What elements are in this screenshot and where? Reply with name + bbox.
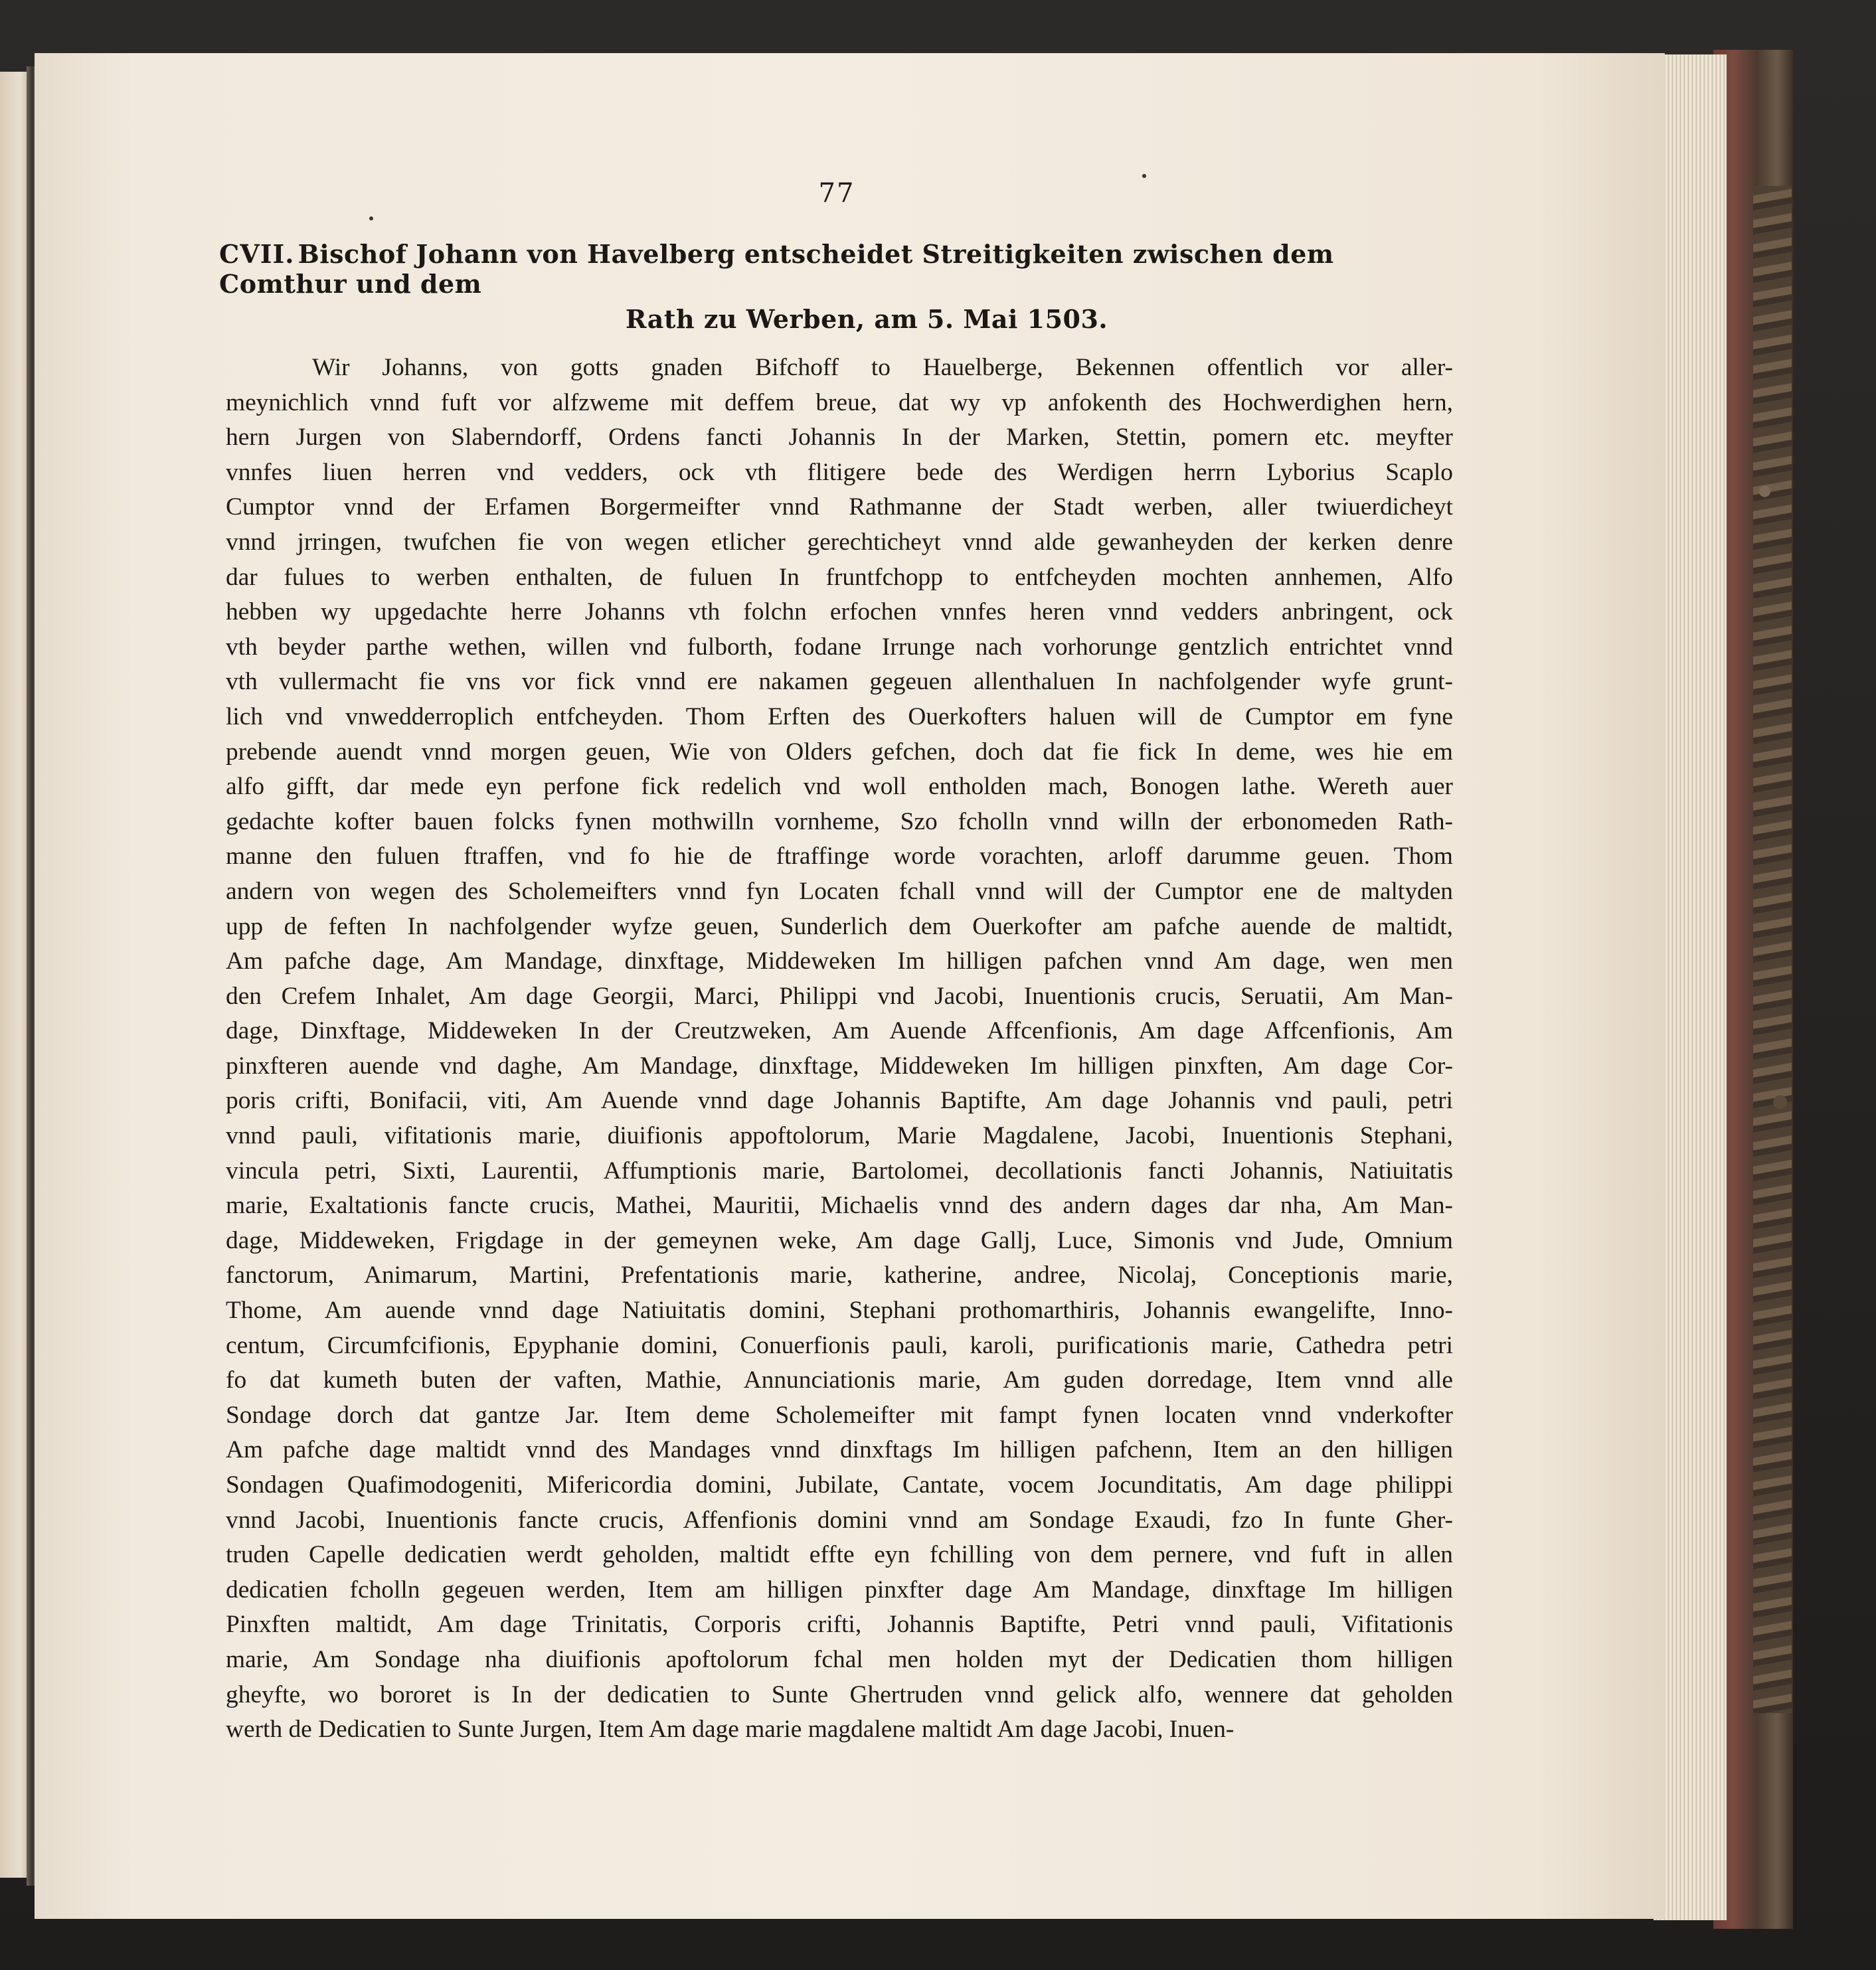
body-line: upp de feften In nachfolgender wyfze geuen, Sunderlich dem Ouerkofter am pafche auende de maltidt, <box>226 912 1453 940</box>
body-line: prebende auendt vnnd morgen geuen, Wie von Olders gefchen, doch dat fie fick In deme, wes hie em <box>226 738 1453 766</box>
document-number: CVII. <box>219 239 295 269</box>
body-line: Pinxften maltidt, Am dage Trinitatis, Corporis crifti, Johannis Baptifte, Petri vnnd pauli, Vifitationis <box>226 1611 1453 1639</box>
body-line: dage, Middeweken, Frigdage in der gemeynen weke, Am dage Gallj, Luce, Simonis vnd Jude, Omnium <box>226 1226 1453 1254</box>
body-line: lich vnd vnwedderroplich entfcheyden. Thom Erften des Ouerkofters haluen will de Cumptor em fyne <box>226 702 1453 730</box>
body-line: vincula petri, Sixti, Laurentii, Affumptionis marie, Bartolomei, decollationis fancti Johannis, Natiuitatis <box>226 1157 1453 1185</box>
body-line: dar fulues to werben enthalten, de fuluen In fruntfchopp to entfcheyden mochten annhemen, Alfo <box>226 563 1453 591</box>
document-title-line2: Rath zu Werben, am 5. Mai 1503. <box>625 304 1108 334</box>
body-line: pinxfteren auende vnd daghe, Am Mandage, dinxftage, Middeweken Im hilligen pinxften, Am dage Cor- <box>226 1052 1453 1080</box>
body-line: Wir Johanns, von gotts gnaden Bifchoff to Hauelberge, Bekennen offentlich vor aller- <box>312 354 1453 381</box>
document-body <box>226 351 1453 1748</box>
page-number: 77 <box>818 178 855 208</box>
body-line: gedachte kofter bauen folcks fynen mothwilln vornheme, Szo fcholln vnnd willn der erbonomeden Rath- <box>226 807 1453 835</box>
body-line: alfo gifft, dar mede eyn perfone fick redelich vnd woll entholden mach, Bonogen lathe. Wereth auer <box>226 773 1453 801</box>
body-line: Sondage dorch dat gantze Jar. Item deme Scholemeifter mit fampt fynen locaten vnnd vnderkofter <box>226 1401 1453 1429</box>
body-line: vnnd pauli, vifitationis marie, diuifionis appoftolorum, Marie Magdalene, Jacobi, Inuentionis Stephani, <box>226 1122 1453 1150</box>
marbled-cover-edge <box>1753 186 1792 1713</box>
left-page-edge <box>0 72 29 1878</box>
body-line: Am pafche dage maltidt vnnd des Mandages vnnd dinxftags Im hilligen pafchenn, Item an den hilligen <box>226 1436 1453 1464</box>
body-line: truden Capelle dedicatien werdt geholden, maltidt effte eyn fchilling von dem pernere, vnd fuft in allen <box>226 1541 1453 1569</box>
paper-speck <box>369 216 373 220</box>
body-line: meynichlich vnnd fuft vor alfzweme mit deffem breue, dat wy vp anfokenth des Hochwerdighen hern, <box>226 388 1453 416</box>
body-line: vth beyder parthe wethen, willen vnd fulborth, fodane Irrunge nach vorhorunge gentzlich entrichtet vnnd <box>226 633 1453 661</box>
body-line: Cumptor vnnd der Erfamen Borgermeifter vnnd Rathmanne der Stadt werben, aller twiuerdicheyt <box>226 493 1453 521</box>
body-line: poris crifti, Bonifacii, viti, Am Auende vnnd dage Johannis Baptifte, Am dage Johannis vnd pauli, petri <box>226 1087 1453 1115</box>
body-line: hebben wy upgedachte herre Johanns vth folchn erfochen vnnfes heren vnnd vedders anbringent, ock <box>226 598 1453 626</box>
body-line: Sondagen Quafimodogeniti, Mifericordia domini, Jubilate, Cantate, vocem Jocunditatis, Am dage philippi <box>226 1471 1453 1499</box>
body-line: den Crefem Inhalet, Am dage Georgii, Marci, Philippi vnd Jacobi, Inuentionis crucis, Seruatii, Am Man- <box>226 982 1453 1010</box>
body-line: fanctorum, Animarum, Martini, Prefentationis marie, katherine, andree, Nicolaj, Conceptionis marie, <box>226 1262 1453 1289</box>
body-line: dage, Dinxftage, Middeweken In der Creutzweken, Am Auende Affcenfionis, Am dage Affcenfionis, Am <box>226 1017 1453 1045</box>
body-line: fo dat kumeth buten der vaften, Mathie, Annunciationis marie, Am guden dorredage, Item vnnd alle <box>226 1366 1453 1394</box>
body-line: marie, Am Sondage nha diuifionis apoftolorum fchal men holden myt der Dedicatien thom hilligen <box>226 1645 1453 1673</box>
body-line: vnnfes liuen herren vnd vedders, ock vth flitigere bede des Werdigen herrn Lyborius Scaplo <box>226 458 1453 486</box>
body-line: vnnd jrringen, twufchen fie von wegen etlicher gerechticheyt vnnd alde gewanheyden der kerken denre <box>226 528 1453 556</box>
body-line: manne den fuluen ftraffen, vnd fo hie de ftraffinge worde vorachten, arloff darumme geuen. Thom <box>226 843 1453 870</box>
document-title-line1: Bischof Johann von Havelberg entscheidet Streitigkeiten zwischen dem Comthur und dem <box>219 239 1334 299</box>
body-line: dedicatien fcholln gegeuen werden, Item am hilligen pinxfter dage Am Mandage, dinxftage Im hilligen <box>226 1576 1453 1603</box>
body-line: andern von wegen des Scholemeifters vnnd fyn Locaten fchall vnnd will der Cumptor ene de maltyden <box>226 877 1453 905</box>
body-line: Thome, Am auende vnnd dage Natiuitatis domini, Stephani prothomarthiris, Johannis ewangelifte, Inno- <box>226 1297 1453 1325</box>
body-line: hern Jurgen von Slaberndorff, Ordens fancti Johannis In der Marken, Stettin, pomern etc. meyfter <box>226 424 1453 451</box>
body-line: Am pafche dage, Am Mandage, dinxftage, Middeweken Im hilligen pafchen vnnd Am dage, wen men <box>226 947 1453 975</box>
document-heading <box>219 239 1454 334</box>
body-line: marie, Exaltationis fancte crucis, Mathei, Mauritii, Michaelis vnnd des andern dages dar nha, Am Man- <box>226 1192 1453 1220</box>
body-line: vnnd Jacobi, Inuentionis fancte crucis, Affenfionis domini vnnd am Sondage Exaudi, fzo In funte Gher- <box>226 1506 1453 1534</box>
body-line: vth vullermacht fie vns vor fick vnnd ere nakamen gegeuen allenthaluen In nachfolgender wyfe grunt- <box>226 668 1453 696</box>
body-line: gheyfte, wo bororet is In der dedicatien to Sunte Ghertruden vnnd gelick alfo, wennere dat geholden <box>226 1681 1453 1708</box>
body-line: werth de Dedicatien to Sunte Jurgen, Item Am dage marie magdalene maltidt Am dage Jacobi, Inuen- <box>226 1716 1235 1744</box>
paper-speck <box>1142 174 1146 178</box>
body-line: centum, Circumfcifionis, Epyphanie domini, Conuerfionis pauli, karoli, purificationis marie, Cathedra petri <box>226 1331 1453 1359</box>
